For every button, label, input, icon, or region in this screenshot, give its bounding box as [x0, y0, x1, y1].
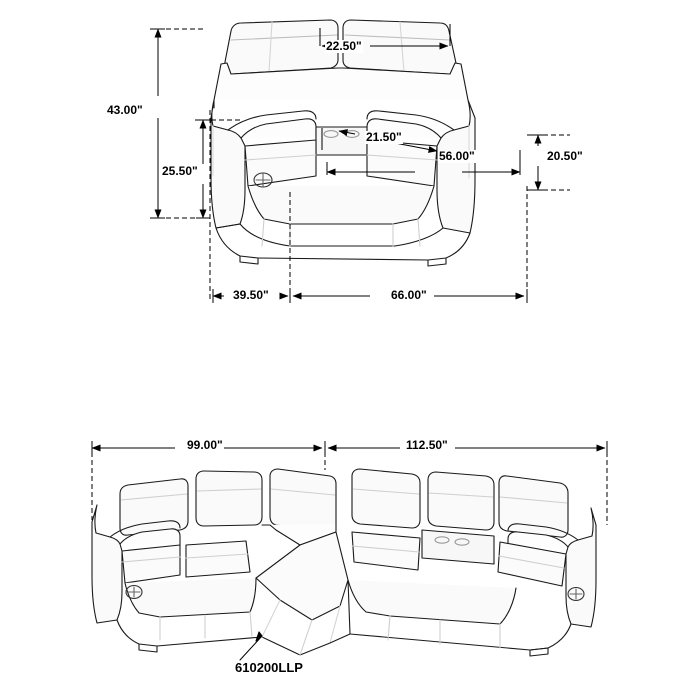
dimension-label-arm-height: 25.50"	[162, 164, 198, 178]
dimension-label-left-section-width: 99.00"	[187, 438, 223, 452]
dimension-label-width: 66.00"	[391, 288, 427, 302]
model-number-callout: 610200LLP	[235, 660, 303, 675]
dimension-label-seat-width-inner: 56.00"	[439, 149, 475, 163]
dimension-label-seat-depth-inner: 21.50"	[366, 130, 402, 144]
dimension-label-right-section-width: 112.50"	[406, 438, 448, 452]
dimension-label-seat-height: 20.50"	[547, 149, 583, 163]
dimension-label-height-overall: 43.00"	[107, 103, 143, 117]
dimension-label-seat-back-width: 22.50"	[326, 39, 362, 53]
dimension-label-depth: 39.50"	[233, 288, 269, 302]
